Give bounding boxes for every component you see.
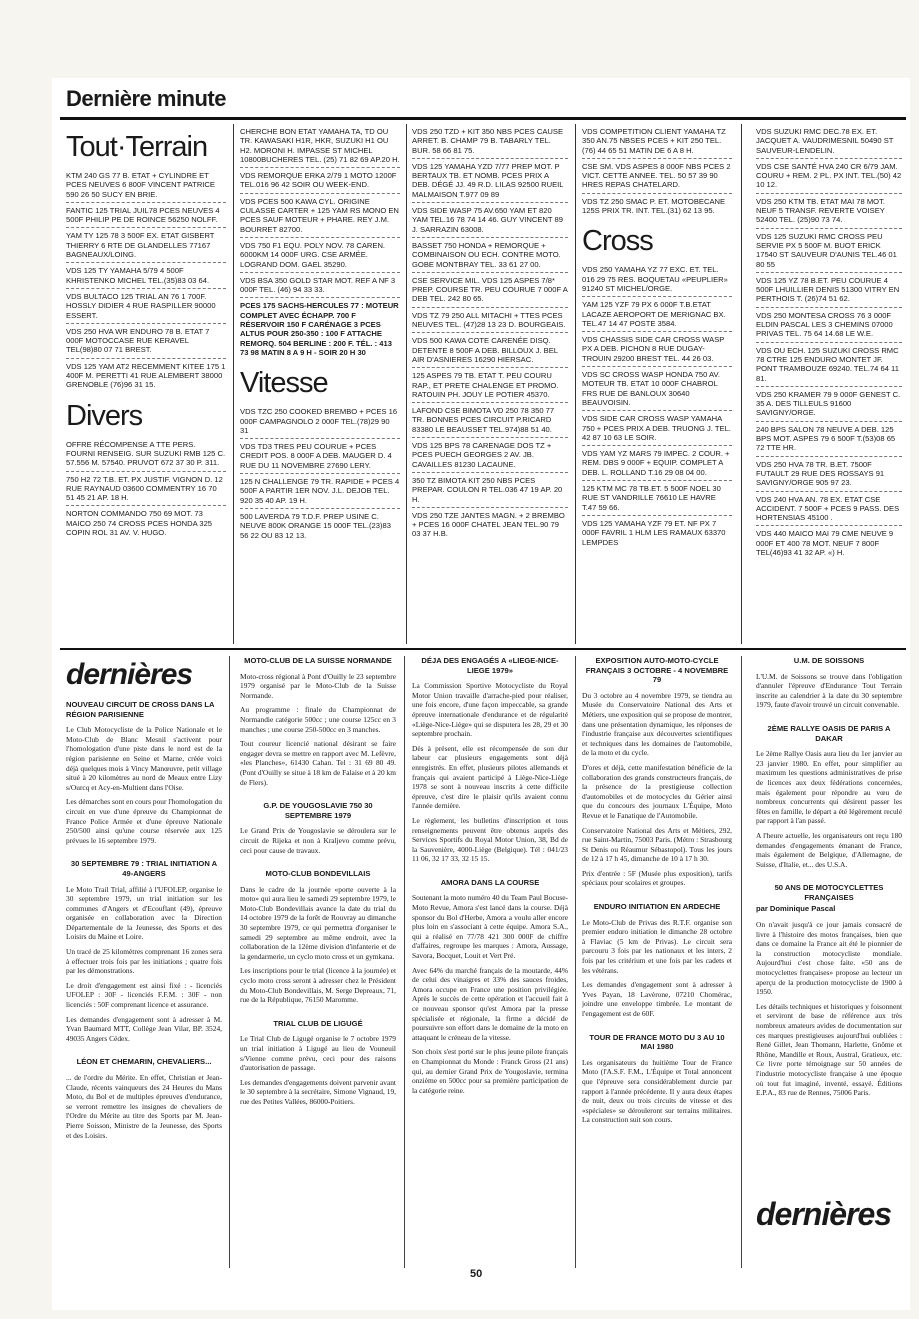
news-article (240, 1019, 396, 1107)
section-heading: Vitesse (240, 367, 328, 400)
classified-ad: VDS YAM YZ MARS 79 IMPEC. 2 COUR. + REM. DBS 9 000F + EQUIP. COMPLET A DEB. L. ROLLAND T.16 29 08 04 00. (582, 446, 732, 481)
classified-ad: VDS 250 TZD + KIT 350 NBS PCES CAUSE ARRET. B. CHAMP 79 B. TABARLY TEL. BUR. 58 66 81 75. (412, 124, 568, 159)
classified-ad: 350 TZ BIMOTA KIT 250 NBS PCES PREPAR. COULON R TEL.036 47 19 AP. 20 H. (412, 473, 568, 508)
news-article (66, 859, 222, 1043)
classified-ad: VDS 750 F1 EQU. POLY NOV. 78 CAREN. 6000KM 14 000F URG. CSE ARMÉE. LOGRAND DOM. GAEL 35290. (240, 238, 400, 273)
page-title: Dernière minute (66, 86, 226, 111)
classified-ad: VDS SC CROSS WASP HONDA 750 AV. MOTEUR TB. ETAT 10 000F CHABROL FRS RUE DE BANLOUX 30640 BEAUVOISIN. (582, 367, 732, 411)
classified-ad: 125 N CHALLENGE 79 TR. RAPIDE + PCES 4 500F A PARTIR 1ER NOV. J.L. DEJOB TEL. 920 35 40 AP. 19 H. (240, 474, 400, 509)
article-paragraph: Les démarches sont en cours pour l'homologation du circuit en vue d'une épreuve du Championnat de France Police Armée et d'une épreuve Nationale 250/500 ainsi qu'une course réservée aux 125 prévues le 16 septembre 1979. (66, 797, 222, 845)
column-divider (741, 656, 742, 1268)
news-article (756, 724, 902, 869)
column-divider (404, 656, 405, 1268)
classified-ad: BASSET 750 HONDA + REMORQUE + COMBINAISON OU ECH. CONTRE MOTO. GOBE MONTBRAY TEL. 33 61 27 00. (412, 238, 568, 273)
column-divider (406, 124, 407, 644)
classified-ad: VDS TZ 250 SMAC P. ET. MOTOBECANE 125S PRIX TR. INT. TEL.(31) 62 13 95. (582, 196, 726, 216)
article-title: 2ÈME RALLYE OASIS DE PARIS A DAKAR (767, 723, 891, 743)
news-article (240, 656, 396, 787)
classified-ad: VDS TZ 79 250 ALL MITACHI + TTES PCES NEUVES TEL. (47)28 13 23 D. BOURGEAIS. (412, 308, 568, 334)
classified-ad: VDS 250 MONTESA CROSS 76 3 000F ELDIN PASCAL LES 3 CHEMINS 07000 PRIVAS TEL. 75 64 14.68 LE W.E. (756, 308, 902, 343)
classified-ad: VDS 125 SUZUKI RMC CROSS PEU SERVIE PX 5 500F M. BUOT ERICK 17540 ST SAUVEUR D'AUNIS TEL.46 01 80 55 (756, 229, 902, 273)
article-paragraph: Les demandes d'engagement sont à adresser à Yves Payan, 18 Lavèrone, 07210 Chomérac, joindre une enveloppe timbrée. Le montant de l'engagement est de 60F. (582, 980, 732, 1018)
article-paragraph: Les détails techniques et historiques y foisonnent et serviront de base de référence aux très nombreux amateurs avides de documentation sur ces marques prestigieuses aujourd'hui oubliées : René Gillet, Jean Thomann, Harlette, Gnôme et Rhône, Mandille et Roux, Austral, Gratieux, etc. Ce livre porte témoignage sur 50 années de l'industrie motocycliste française à une époque où tout fut imaginé, inventé, essayé. Éditions E.P.A., 83 rue de Rennes, 75006 Paris. (756, 1001, 902, 1098)
classified-ad: VDS COMPETITION CLIENT YAMAHA TZ 350 AN.75 NBSES PCES + KIT 250 TEL.(76) 44 65 51 MATIN DE 6 A 8 H. (582, 124, 732, 159)
news-article (240, 869, 396, 1005)
article-paragraph: Les organisateurs du huitième Tour de France Moto (l'A.S.F. F.M., L'Équipe et Total annoncent que l'épreuve sera considérablement durcie par rapport à l'année précédente. Il y aura deux étapes de nuit, deux ou trois circuits de vitesse et des «spéciales» se dérouleront sur terrains militaires. La construction suit son cours. (582, 1057, 732, 1125)
classified-ad: YAM 125 YZF 79 PX 6 000F T.B.ETAT LACAZE AEROPORT DE MERIGNAC BX. TEL.47 14 47 POSTE 3584. (582, 297, 732, 332)
section-heading: Divers (66, 399, 143, 432)
article-paragraph: Le Club Motocycliste de la Police Nationale et le Moto-Club de Blanc Mesnil s'activent pour l'homologation d'une piste dans le nord est de la région parisienne en Seine et Marne, créée voici déjà quelques mois à Vincy Manœuvre, petit village situé à 20 kilomètres au nord de Meaux entre Lizy s/Ourcq et Acy-en-Multient dans l'Oise. (66, 725, 222, 792)
classified-ad: VDS 250 YAMAHA YZ 77 EXC. ET. TEL. 016 29 75 RES. BOQUETAU «PEUPLIER» 91240 ST MICHEL/ORGE. (582, 262, 732, 297)
classified-ad: 125 KTM MC 78 TB.ET. 5 500F NOEL 30 RUE ST VANDRILLE 76610 LE HAVRE T.47 59 66. (582, 481, 732, 516)
classified-ad: VDS OU ECH. 125 SUZUKI CROSS RMC 78 CTRE 125 ENDURO MONTET JF. PONT TRAMBOUZE 69240. TEL.74 64 11 81. (756, 343, 902, 387)
news-article (412, 656, 568, 864)
section-heading: Tout·Terrain (66, 131, 208, 163)
article-title: DÉJA DES ENGAGÉS A «LIEGE-NICE-LIEGE 1979» (421, 656, 559, 675)
article-paragraph: Avec 64% du marché français de la moutarde, 44% de celui des vinaigres et 33% des sauces froides, Amora occupe en France une position privilégiée. Après le succès de cette opération et l'accueil fait à ce nouveau sponsor qu'est Amora par la presse spécialisée et régionale, la firme a décidé de poursuivre son effort dans le domaine de la moto en attaquant le créneau de la vitesse. (412, 965, 568, 1042)
article-paragraph: Dès à présent, elle est récompensée de son dur labeur car plusieurs engagements sont déjà enregistrés. En effet, plusieurs pilotes allemands et français qui avaient participé à Liège-Nice-Liège 1978 se sont à nouveau inscrits à cette difficile épreuve, c'est dire le plaisir qu'ils avaient connu l'année dernière. (412, 743, 568, 811)
classified-ad: VDS SIDE WASP 75 AV.650 YAM ET 820 YAM TEL.16 78 74 14 46. GUY VINCENT 89 J. SARRAZIN 63008. (412, 203, 568, 238)
article-paragraph: Tout coureur licencié national désirant se faire engager devra se mettre en rapport avec M. Lefèvre, «les Planches», 61430 Cahan. Tel : 31 69 80 49. (Pont d'Ouilly se situe à 18 km de Falaise et à 20 km de Flers). (240, 739, 396, 787)
classified-ad: VDS SIDE CAR CROSS WASP YAMAHA 750 + PCES PRIX A DEB. TRUONG J. TEL. 42 87 10 63 LE SOIR. (582, 411, 732, 446)
classified-ad: VDS 240 HVA AN. 78 EX. ETAT CSE ACCIDENT. 7 500F + PCES 9 PASS. DES HORTENSIAS 45100 . (756, 492, 902, 527)
article-paragraph: Son choix s'est porté sur le plus jeune pilote français en Championnat du Monde : Franck Gross (21 ans) qui, au dernier Grand Prix de Yougoslavie, termina onzième en 500cc pour sa première participation de la catégorie reine. (412, 1047, 568, 1095)
news-article (66, 1057, 222, 1140)
article-paragraph: Le Moto-Club de Privas des R.T.F. organise son premier enduro initiation le dimanche 28 octobre à Flaviac (5 km de Privas). Le circuit sera parcouru 3 fois par les nationaux et les inters, 2 fois par les critérium et une fois par les cadets et les vétérans. (582, 917, 732, 975)
classified-ad: CSE SM. VDS ASPES 8 000F NBS PCES 2 VICT. CETTE ANNEE. TEL. 50 57 39 90 HRES REPAS CHATELARD. (582, 159, 732, 194)
classified-ad: OFFRE RÉCOMPENSE A TTE PERS. FOURNI RENSEIG. SUR SUZUKI RMB 125 C. 57.556 M. 57540. PRUVOT 672 37 30 P. 311. (66, 437, 226, 472)
article-paragraph: Le droit d'engagement est ainsi fixé : - licenciés UFOLEP : 30F - licenciés F.F.M. : 30F - non licenciés : 50F comprenant licence et assurance. (66, 980, 222, 1010)
news-article (412, 878, 568, 1095)
classified-ad: VDS 125 YZ 78 B.ET. PEU COURUE 4 500F LHUILLIER DENIS 51300 VITRY EN PERTHOIS T. (26)74 51 62. (756, 273, 902, 308)
article-title: U.M. DE SOISSONS (793, 656, 865, 665)
classified-ad: YAM TY 125 78 3 500F EX. ETAT GISBERT THIERRY 6 RTE DE GLANDELLES 77167 BAGNEAUX/LOING. (66, 228, 226, 263)
classified-ad: 240 BPS SALON 78 NEUVE A DEB. 125 BPS MOT. ASPES 79 6 500F T.(53)08 65 72 TTE HR. (756, 422, 902, 457)
news-column-1 (66, 656, 222, 1268)
article-paragraph: A l'heure actuelle, les organisateurs ont reçu 180 demandes d'engagements émanant de France, mais également de Belgique, d'Allemagne, de Suisse, d'Italie, et... des U.S.A. (756, 830, 902, 869)
article-paragraph: Les demandes d'engagement sont à adresser à M. Yvan Baumard MTT, Collège Jean Vilar, BP. 3524, 49035 Angers Cédex. (66, 1014, 222, 1043)
article-paragraph: La Commission Sportive Motocycliste du Royal Motor Union travaille d'arrache-pied pour réaliser, une fois encore, d'une façon impeccable, sa grande épreuve internationale d'endurance et de régularité «Liège-Nice-Liège» qui se disputera les 28, 29 et 30 septembre prochain. (412, 681, 568, 739)
news-article (582, 656, 732, 888)
article-paragraph: Prix d'entrée : 5F (Musée plus exposition), tarifs spéciaux pour scolaires et groupes. (582, 868, 732, 888)
article-paragraph: Le Moto Trail Trial, affilié à l'UFOLEP, organise le 30 septembre 1979, un trial initiation sur les communes d'Angers et d'Ecouflant (49), épreuve organisée en collaboration avec la Direction Départementale de la Jeunesse, des Sports et des Loisirs du Maine et Loire. (66, 884, 222, 942)
article-paragraph: Le 2ème Rallye Oasis aura lieu du 1er janvier au 23 janvier 1980. En effet, pour simplifier au maximum les questions administratives de prise de licences aux deux fédérations concernées, mais également pour répondre au vœu de nombreux concurrents qui désirent passer les fêtes en famille, le départ a été légèrement reculé par rapport à l'an passé. (756, 749, 902, 826)
classifieds-column-4 (582, 124, 732, 644)
article-paragraph: Le Trial Club de Ligugé organise le 7 octobre 1979 un trial initiation à Ligugé au lieu de Vouneuil s/Vienne comme prévu, ceci pour des raisons d'autorisation de passage. (240, 1034, 396, 1073)
article-paragraph: L'U.M. de Soissons se trouve dans l'obligation d'annuler l'épreuve d'Endurance Tout Terrain inscrite au calendrier à la date du 30 septembre 1979, faute d'avoir trouvé un circuit convenable. (756, 671, 902, 710)
classified-ad: VDS TD3 TRES PEU COURUE + PCES CREDIT POS. 8 000F A DEB. MAUGER D. 4 RUE DU 11 NOVEMBRE 27690 LERY. (240, 439, 400, 474)
article-title: ENDURO INITIATION EN ARDECHE (593, 902, 721, 912)
classified-ad: VDS TZC 250 COOKED BREMBO + PCES 16 000F CAMPAGNOLO 2 000F TEL.(78)29 90 31 (240, 404, 400, 439)
classified-ad: VDS 250 TZE JANTES MAGN. + 2 BREMBO + PCES 16 000F CHATEL JEAN TEL.90 79 03 37 H.B. (412, 510, 565, 539)
article-title: 30 SEPTEMBRE 79 : TRIAL INITIATION A 49-ANGERS (70, 859, 218, 878)
article-title: LÉON ET CHEMARIN, CHEVALIERS... (76, 1057, 212, 1067)
classified-ad: VDS BULTACO 125 TRIAL AN 76 1 700F. HOSSLY DIDIER 4 RUE RASPILLER 90000 ESSERT. (66, 289, 226, 324)
classifieds-column-5 (756, 124, 902, 644)
section-heading: Cross (582, 225, 653, 258)
classified-ad: NORTON COMMANDO 750 69 MOT. 73 MAICO 250 74 CROSS PCES HONDA 325 COPIN ROL 31 AV. V. HUGO. (66, 509, 213, 538)
news-article (756, 656, 902, 710)
article-paragraph: On n'avait jusqu'à ce jour jamais consacré de livre à l'histoire des motos françaises, bien que dans ce domaine la France ait été le pionnier de la construction motocycliste mondiale. Aujourd'hui c'est chose faite. «50 ans de motocyclettes françaises» propose au lecteur un aperçu de la production motocycliste de 1900 à 1950. (756, 920, 902, 997)
news-column-3 (412, 656, 568, 1268)
classified-ad: VDS 500 KAWA COTE CARENÉE DISQ. DETENTE 8 500F A DEB. BILLOUX J. BEL AIR D'ASNIERES 16290 HIERSAC. (412, 333, 568, 368)
article-paragraph: Dans le cadre de la journée «porte ouverte à la moto» qui aura lieu le samedi 29 septembre 1979, le Moto-Club Bondevillais avance la date du trial du 14 octobre 1979 de la forêt de Rouvray au dimanche 30 septembre 1979, ce qui permettra d'organiser le samedi 29 septembre au même endroit, avec la collaboration de la 12ème division d'infanterie et de la gendarmerie, un cyclo moto cross et un gymkana. (240, 884, 396, 961)
article-paragraph: Conservatoire National des Arts et Métiers, 292, rue Saint-Martin, 75003 Paris. (Métro : Strasbourg St Denis ou Réaumur Sébastopol). Tous les jours de 12 à 17 h 45, dimanche de 10 à 17 h 30. (582, 825, 732, 864)
article-paragraph: Les inscriptions pour le trial (licence à la journée) et cyclo moto cross seront à adresser chez le Président du Moto-Club Bondevillais, M. Serge Depreaux, 71, rue de la République, 76150 Maromme. (240, 966, 396, 1005)
classified-ad: VDS CHASSIS SIDE CAR CROSS WASP PX A DEB. PICHON 8 RUE DUGAY-TROUIN 29200 BREST TEL. 44 26 03. (582, 332, 732, 367)
article-byline: par Dominique Pascal (756, 904, 836, 914)
dernieres-logo: dernières (66, 658, 193, 691)
classified-ad: FANTIC 125 TRIAL JUIL78 PCES NEUVES 4 500F PHILIP PE DE ROINCE 56250 NOLFF. (66, 203, 226, 229)
classified-ad: CSE SERVICE MIL. VDS 125 ASPES 7/8* PREP. COURSE TR. PEU COURUE 7 000F A DEB TEL. 242 80 65. (412, 273, 568, 308)
article-title: TOUR DE FRANCE MOTO DU 3 AU 10 MAI 1980 (589, 1032, 725, 1052)
classified-ad: VDS 125 TY YAMAHA 5/79 4 500F KHRISTENKO MICHEL TEL.(35)83 03 64. (66, 263, 226, 289)
column-divider (233, 124, 234, 644)
classified-ad: VDS 125 YAMAHA YZD 7/77 PREP MOT. P BERTAUX TB. ET NOMB. PCES PRIX A DEB. DÉGÉ JJ. 49 R.D. LILAS 92500 RUEIL MALMAISON T.977 09 89 (412, 159, 568, 203)
article-title: MOTO-CLUB DE LA SUISSE NORMANDE (244, 656, 392, 665)
article-paragraph: Le Grand Prix de Yougoslavie se déroulera sur le circuit de Rijeka et non à Kraljevo comme prévu, ceci pour cause de travaux. (240, 826, 396, 855)
column-divider (229, 656, 230, 1268)
classifieds-column-3 (412, 124, 568, 644)
column-divider (575, 124, 576, 644)
classified-ad: VDS 250 HVA 78 TR. B.ET. 7500F FUTAULT 29 RUE DES ROSSAYS 91 SAVIGNY/ORGE 905 97 23. (756, 457, 902, 492)
classifieds-column-1 (66, 124, 226, 644)
article-title: TRIAL CLUB DE LIGUGÉ (273, 1018, 363, 1028)
article-paragraph: Moto-cross régional à Pont d'Ouilly le 23 septembre 1979 organisé par le Moto-Club de la Suisse Normande. (240, 671, 396, 700)
news-article (240, 801, 396, 855)
classified-ad: PCES 175 SACHS-HERCULES 77 : MOTEUR COMPLET AVEC ÉCHAPP. 700 F RÉSERVOIR 150 F CARÉNAGE 3 PCES ALTUS POUR 250-350 : 100 F ATTACHE REMORQ. 504 BERLINE : 200 F. TÉL. : 413 73 98 MATIN 8 A 9 H - SOIR 20 H 30 (240, 301, 399, 357)
header-rule (60, 117, 906, 120)
article-title: EXPOSITION AUTO-MOTO-CYCLE FRANÇAIS 3 OCTOBRE - 4 NOVEMBRE 79 (585, 656, 729, 685)
news-column-2 (240, 656, 396, 1268)
classified-ad: CHERCHE BON ETAT YAMAHA TA, TD OU TR. KAWASAKI H1R, HKR, SUZUKI H1 OU H2. MORONI H. IMPASSE ST MICHEL 10800BUCHERES TEL. (25) 71 82 69 AP.20 H. (240, 124, 400, 168)
section-rule (60, 648, 906, 650)
classified-ad: VDS 440 MAICO MAI 79 CME NEUVE 9 000F ET 400 78 MOT. NEUF 7 800F TEL(46)93 41 32 AP. «) H. (756, 529, 894, 557)
article-paragraph: ... de l'ordre du Mérite. En effet, Christian et Jean-Claude, récents vainqueurs des 24 Heures du Mans Moto, du Bol et de multiples épreuves d'endurance, se verront remettre les insignes de chevaliers de l'Ordre du Mérite au titre des Sports par M. Jean-Pierre Soisson, Ministre de la Jeunesse, des Sports et des Loisirs. (66, 1073, 222, 1140)
classified-ad: VDS 250 HVA WR ENDURO 78 B. ETAT 7 000F MOTOCCASE RUE KERAVEL TEL(98)80 07 71 BREST. (66, 324, 226, 359)
classified-ad: 500 LAVERDA 79 T.D.F. PREP USINE C. NEUVE 800K ORANGE 15 000F TEL.(23)83 56 22 OU 83 12 13. (240, 511, 391, 540)
column-divider (741, 124, 742, 644)
article-paragraph: Du 3 octobre au 4 novembre 1979, se tiendra au Musée du Conservatoire National des Arts et Métiers, une exposition qui se propose de montrer, dans une présentation dynamique, les réponses de l'industrie française aux découvertes scientifiques et techniques dans les domaines de l'automobile, de la moto et du cycle. (582, 690, 732, 758)
classified-ad: VDS 250 KTM TB. ETAT MAI 78 MOT. NEUF 5 TRANSF. REVERTE VOISEY 52400 TEL. (25)90 73 74. (756, 194, 902, 229)
article-title: NOUVEAU CIRCUIT DE CROSS DANS LA RÉGION PARISIENNE (66, 700, 215, 719)
article-paragraph: Soutenant la moto numéro 40 du Team Paul Bocuse-Moto Revue, Amora s'est lancé dans la course. Déjà sponsor du Bol d'Herbe, Amora a voulu aller encore plus loin en s'associant à cette équipe. Amora S.A., qui a réalisé en 77/78 421 300 000F de chiffre d'affaires, regroupe les marques : Amora, Aussage, Savora, Bocquet, Louit et Vert Pré. (412, 893, 568, 961)
classified-ad: VDS 250 KRAMER 79 9 000F GENEST C. 35 A. DES TILLEULS 91600 SAVIGNY/ORGE. (756, 387, 902, 422)
classified-ad: VDS CSE SANTÉ HVA 240 CR 6/79 JAM. COURU + REM. 2 PL. PX INT. TEL.(50) 42 10 12. (756, 159, 902, 194)
news-column-5 (756, 656, 902, 1192)
dernieres-logo-bottom: dernières (756, 1196, 892, 1232)
classified-ad: KTM 240 GS 77 B. ETAT + CYLINDRE ET PCES NEUVES 6 800F VINCENT PATRICE 590 26 50 SUCY EN BRIE. (66, 168, 226, 203)
classified-ad: VDS 125 BPS 78 CARENAGE DOS TZ + PCES PUECH GEORGES 2 AV. JB. CAVAILLES 81230 LACAUNE. (412, 438, 568, 473)
article-paragraph: Au programme : finale du Championnat de Normandie catégorie 500cc ; une course 125cc en 3 manches ; une course 250-500cc en 3 manches. (240, 705, 396, 734)
article-title: G.P. DE YOUGOSLAVIE 750 30 SEPTEMBRE 1979 (263, 801, 373, 820)
classified-ad: VDS BSA 350 GOLD STAR MOT. REF A NF 3 000F TEL. (46) 94 33 33. (240, 273, 400, 299)
classified-ad: VDS PCES 500 KAWA CYL. ORIGINE CULASSE CARTER + 125 YAM RS MONO EN PCES SAUF MOTEUR + PHARE. REY J.M. BOURRET 82700. (240, 194, 400, 238)
classified-ad: VDS REMORQUE ERKA 2/79 1 MOTO 1200F TEL.016 96 42 SOIR OU WEEK-END. (240, 168, 400, 194)
column-divider (575, 656, 576, 1268)
classified-ad: VDS SUZUKI RMC DEC.78 EX. ET. JACQUET A. VAUDRIMESNIL 50490 ST SAUVEUR-LENDELIN. (756, 124, 902, 159)
news-article (66, 700, 222, 845)
news-column-4 (582, 656, 732, 1268)
article-paragraph: D'ores et déjà, cette manifestation bénéficie de la collaboration des grands constructeurs français, de la présence de la prestigieuse collection d'automobiles et de motocycles du Gérier ainsi que du concours des journaux L'Équipe, Moto Revue et le Fanatique de l'Automobile. (582, 762, 732, 820)
news-article (756, 883, 902, 1097)
article-title: MOTO-CLUB BONDEVILLAIS (265, 869, 371, 879)
page-number: 50 (470, 1268, 483, 1280)
article-title: AMORA DANS LA COURSE (440, 877, 540, 887)
news-article (582, 902, 732, 1019)
article-title: 50 ANS DE MOTOCYCLETTES FRANÇAISES (774, 883, 884, 902)
classified-ad: 750 H2 72 T.B. ET. PX JUSTIF. VIGNON D. 12 RUE RAYNAUD 03600 COMMENTRY 16 70 51 45 21 AP. 18 H. (66, 472, 226, 507)
article-paragraph: Un tracé de 25 kilomètres comprenant 16 zones sera à effectuer trois fois par les initiations ; quatre fois par les démonstrations. (66, 947, 222, 976)
classified-ad: 125 ASPES 79 TB. ETAT T. PEU COURU RAP., ET PRETE CHALENGE ET PROMO. RATOUIN PH. JOUY LE POTIER 45370. (412, 368, 568, 403)
article-paragraph: Les demandes d'engagements doivent parvenir avant le 30 septembre à la secrétaire, Simone Vignaud, 19, rue des Petites Vallées, 86000-Poitiers. (240, 1077, 396, 1106)
classified-ad: VDS 125 YAMAHA YZF 79 ET. NF PX 7 000F FAVRIL 1 HLM LES RAMAUX 63370 LEMPDES (582, 518, 726, 547)
classifieds-column-2 (240, 124, 400, 644)
article-paragraph: Le règlement, les bulletins d'inscription et tous renseignements peuvent être obtenus auprès des Services Sportifs du Royal Motor Union, 38, Bd de la Sauvenière, 4000-Liège (Belgique). Tél : 041/23 11 06, 32 17 33, 32 15 15. (412, 815, 568, 864)
classified-ad: LAFOND CSE BIMOTA VD 250 78 350 77 TR. BONNES PCES CIRCUIT P.RICARD 83380 LE BEAUSSET TEL.974)88 51 40. (412, 403, 568, 438)
news-article (582, 1033, 732, 1125)
classified-ad: VDS 125 YAM AT2 RECEMMENT KITEE 175 1 400F M. PERETTI 41 RUE ALEMBERT 38000 GRENOBLE (76)96 31 15. (66, 361, 226, 390)
